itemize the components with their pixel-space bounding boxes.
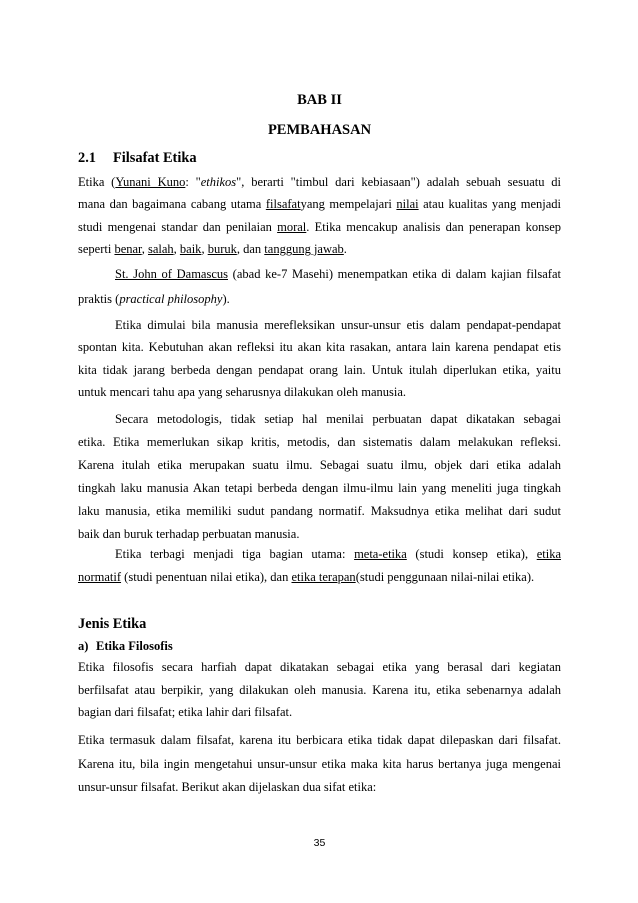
text-line (78, 336, 561, 358)
text-run: (studi penggunaan nilai-nilai etika). (355, 570, 535, 584)
text-line (78, 287, 561, 312)
text-line (78, 381, 561, 403)
text-run: Karena itulah etika merupakan suatu ilmu. Sebagai suatu ilmu, objek dari etika adalah (78, 458, 561, 472)
text-run: kita tidak jarang berbeda dengan pendapat orang lain. Untuk itulah diperlukan etika, yaitu (78, 362, 561, 377)
text-line (78, 729, 561, 753)
text-run: seperti (78, 242, 115, 257)
underlined-term: normatif (78, 570, 122, 584)
underlined-term: moral (277, 219, 307, 234)
text-run: , (201, 242, 208, 257)
text-run: Karena itu, bila ingin mengetahui unsur-unsur etika maka kita harus bertanya juga mengenai (78, 756, 561, 771)
text-run: ", berarti "timbul dari kebiasaan") adalah sebuah sesuatu di (236, 175, 562, 189)
item-heading (78, 638, 561, 654)
text-line (78, 701, 561, 724)
text-run: praktis ( (78, 292, 120, 306)
text-run: , (173, 242, 180, 257)
section-title: Filsafat Etika (113, 150, 197, 166)
text-line (78, 477, 561, 500)
underlined-term: St. John of Damascus (115, 267, 228, 281)
underlined-term: etika terapan (291, 570, 356, 584)
text-line (78, 566, 561, 589)
text-run: mana dan bagaimana cabang utama (78, 197, 266, 212)
italic-term: ethikos (200, 175, 237, 189)
italic-term: practical philosophy (119, 292, 223, 306)
text-run: Etika terbagi menjadi tiga bagian utama: (115, 547, 355, 561)
section-heading (78, 149, 561, 167)
text-run: Etika ( (78, 175, 116, 189)
text-run: Etika termasuk dalam filsafat, karena itu berbicara etika tidak dapat dilepaskan dari filsafat. (78, 733, 561, 747)
underlined-term: buruk (207, 242, 237, 257)
underlined-term: filsafat (265, 197, 301, 212)
text-line (78, 314, 561, 336)
item-number: a) (78, 639, 89, 653)
text-line (78, 238, 561, 260)
paragraph (78, 262, 561, 312)
paragraph (78, 656, 561, 724)
text-run: spontan kita. Kebutuhan akan refleksi itu akan kita rasakan, antara lain karena pendapat etis (78, 340, 561, 355)
text-run: unsur-unsur filsafat. Berikut akan dijelaskan dua sifat etika: (78, 780, 377, 794)
text-run: etika. Etika memerlukan sikap kritis, metodis, dan sistematis dalam melakukan refleksi. (78, 435, 561, 449)
text-line (78, 171, 561, 193)
text-run: untuk mencari tahu apa yang seharusnya dilakukan oleh manusia. (78, 385, 407, 400)
text-run: Etika dimulai bila manusia merefleksikan unsur-unsur etis dalam pendapat-pendapat (115, 318, 561, 332)
underlined-term: benar (114, 242, 142, 257)
text-line (78, 753, 561, 777)
underlined-term: etika (536, 547, 561, 561)
text-run: Secara metodologis, tidak setiap hal menilai perbuatan dapat dikatakan sebagai (115, 412, 561, 426)
text-line (78, 454, 561, 477)
text-run: : " (185, 175, 201, 189)
text-line (78, 193, 561, 215)
text-line (78, 431, 561, 454)
underlined-term: tanggung jawab (264, 242, 344, 257)
text-run: yang mempelajari (300, 197, 397, 212)
paragraph (78, 729, 561, 800)
text-line (78, 500, 561, 523)
text-run: laku manusia, etika memiliki sudut pandang normatif. Maksudnya etika melihat dari sudut (78, 504, 561, 518)
underlined-term: Yunani Kuno (115, 175, 186, 189)
paragraph (78, 543, 561, 589)
text-run: (studi konsep etika), (406, 547, 537, 561)
text-line (78, 408, 561, 431)
text-run: Etika filosofis secara harfiah dapat dikatakan sebagai etika yang berasal dari kegiatan (78, 660, 561, 674)
text-line (78, 776, 561, 800)
text-run: . Etika mencakup analisis dan penerapan konsep (306, 219, 561, 234)
text-run: . (343, 242, 347, 257)
section-number: 2.1 (78, 150, 96, 166)
underlined-term: baik (179, 242, 202, 257)
paragraph (78, 408, 561, 546)
text-line (78, 656, 561, 679)
underlined-term: salah (147, 242, 174, 257)
text-line (78, 679, 561, 702)
text-run: , (141, 242, 148, 257)
page-number: 35 (313, 837, 326, 849)
text-run: studi mengenai standar dan penilaian (78, 219, 278, 234)
text-line (78, 216, 561, 238)
text-line (78, 543, 561, 566)
text-run: tingkah laku manusia Akan tetapi berbeda dengan ilmu-ilmu lain yang meneliti juga tingkah (78, 481, 561, 495)
chapter-label: BAB II (297, 92, 342, 108)
text-run: (studi penentuan nilai etika), dan (121, 570, 292, 584)
subsection-heading: Jenis Etika (78, 616, 147, 632)
underlined-term: meta-etika (354, 547, 407, 561)
text-run: ). (222, 292, 230, 306)
paragraph (78, 171, 561, 261)
text-line (78, 262, 561, 287)
underlined-term: nilai (396, 197, 419, 212)
text-run: atau kualitas yang menjadi (418, 197, 561, 212)
item-title: Etika Filosofis (96, 639, 173, 653)
chapter-title: PEMBAHASAN (267, 122, 372, 138)
text-run: (abad ke-7 Masehi) menempatkan etika di dalam kajian filsafat (228, 267, 561, 281)
paragraph (78, 314, 561, 404)
text-line (78, 359, 561, 381)
text-run: , dan (236, 242, 265, 257)
text-run: berfilsafat atau berpikir, yang dilakukan oleh manusia. Karena itu, etika sebenarnya adalah (78, 682, 561, 697)
text-run: bagian dari filsafat; etika lahir dari filsafat. (78, 705, 293, 720)
text-run: baik dan buruk terhadap perbuatan manusia. (78, 527, 300, 541)
